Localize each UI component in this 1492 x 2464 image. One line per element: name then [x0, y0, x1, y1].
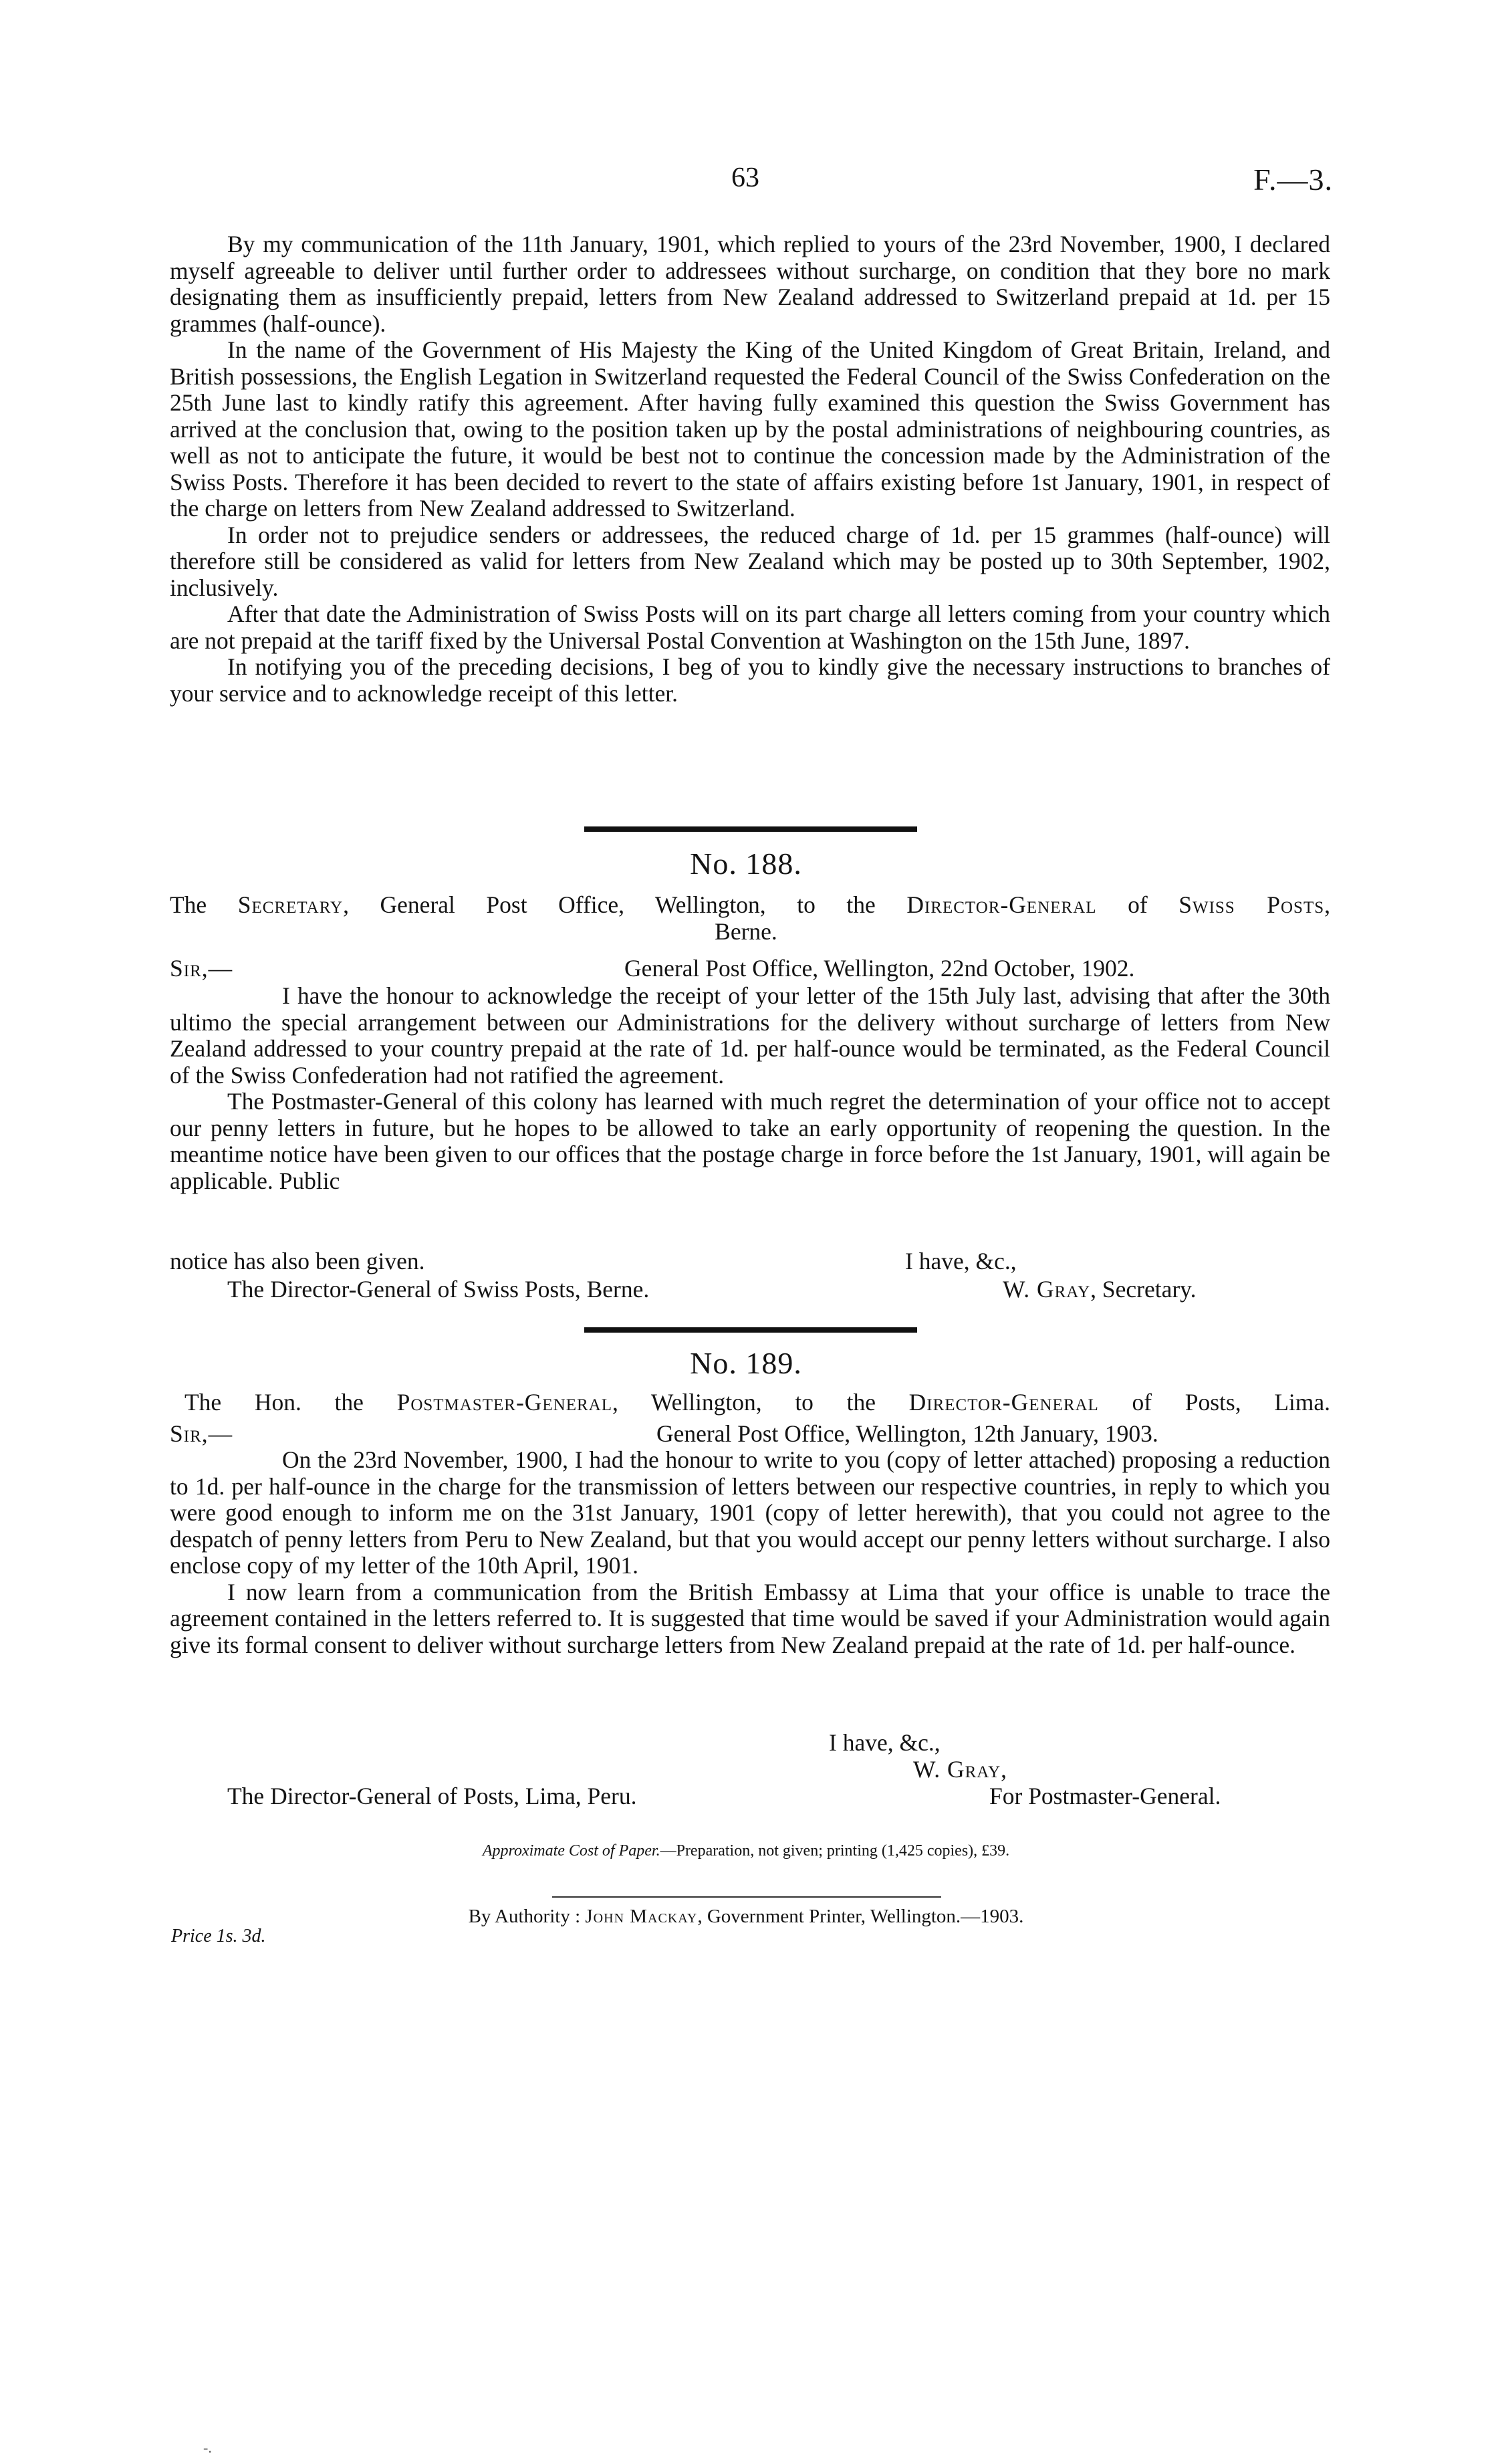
- closing: I have, &c.,: [829, 1729, 941, 1756]
- paragraph: I have the honour to acknowledge the receipt of your letter of the 15th July last, advising that after the 30th ultimo the special arrangement between our Administrations for the delivery without surcharge of letters from New Zealand addressed to your country prepaid at the rate of 1d. per half-ounce would be terminated, as the Federal Council of the Swiss Confederation had not ratified the agreement.: [170, 982, 1330, 1089]
- price: Price 1s. 3d.: [171, 1926, 266, 1946]
- letter-body-189: [170, 1447, 1330, 1658]
- signature-title: For Postmaster-General.: [989, 1783, 1221, 1809]
- signature-name: W. Gray: [913, 1756, 1001, 1783]
- heading-place: , General Post Office, Wellington, to the: [343, 891, 876, 918]
- paragraph: By my communication of the 11th January, 1901, which replied to yours of the 23rd November, 1900, I declared myself agreeable to deliver until further order to addressees without surcharge, on condition that they bore no mark designating them as insufficiently prepaid, letters from New Zealand addressed to Switzerland prepaid at 1d. per 15 grammes (half-ounce).: [170, 231, 1330, 337]
- signature-title: , Secretary.: [1090, 1276, 1197, 1303]
- paragraph: The Postmaster-General of this colony has learned with much regret the determination of your office not to accept our penny letters in future, but he hopes to be allowed to take an early opportunity of reopening the question. In the meantime notice have been given to our offices that the postage charge in force before the 1st January, 1901, will again be applicable. Public: [170, 1088, 1330, 1194]
- authority-prefix: By Authority :: [468, 1906, 581, 1927]
- salutation: Sir,—: [170, 955, 233, 982]
- page-smudge: -.: [203, 2439, 212, 2456]
- letter-heading-189: [184, 1389, 1330, 1416]
- heading-sender: Postmaster-General: [396, 1389, 613, 1416]
- signature: [1003, 1276, 1196, 1303]
- section-divider: [584, 826, 917, 832]
- heading-end: ,: [1324, 891, 1331, 918]
- signature: [913, 1756, 1007, 1783]
- heading-city: Berne.: [715, 918, 777, 945]
- dateline: General Post Office, Wellington, 12th January, 1903.: [656, 1420, 1158, 1447]
- section-divider: [584, 1327, 917, 1333]
- addressee: The Director-General of Swiss Posts, Berne.: [227, 1276, 650, 1303]
- letter-heading-188: [170, 891, 1330, 918]
- salutation: Sir,—: [170, 1420, 233, 1447]
- dateline: General Post Office, Wellington, 22nd October, 1902.: [624, 955, 1135, 982]
- signature-name: W. Gray: [1003, 1276, 1091, 1303]
- closing: I have, &c.,: [905, 1248, 1017, 1274]
- cost-of-paper: [0, 1842, 1492, 1860]
- footer-divider: [552, 1896, 941, 1898]
- printer-imprint: [0, 1906, 1492, 1928]
- addressee: The Director-General of Posts, Lima, Peru.: [227, 1783, 637, 1809]
- heading-end: of Posts, Lima.: [1132, 1389, 1331, 1416]
- heading-of: of: [1128, 891, 1148, 918]
- paragraph: In notifying you of the preceding decisions, I beg of you to kindly give the necessary instructions to branches of your service and to acknowledge receipt of this letter.: [170, 653, 1330, 707]
- printer-name: John Mackay: [585, 1906, 698, 1927]
- signature-end: ,: [1001, 1756, 1007, 1783]
- paragraph: In order not to prejudice senders or addressees, the reduced charge of 1d. per 15 grammes (half-ounce) will therefore still be considered as valid for letters from New Zealand which may be posted up to 30th September, 1902, inclusively.: [170, 521, 1330, 601]
- paragraph: In the name of the Government of His Majesty the King of the United Kingdom of Great Britain, Ireland, and British possessions, the English Legation in Switzerland requested the Federal Council of the Swiss Confederation on the 25th June last to kindly ratify this agreement. After having fully examined this question the Swiss Government has arrived at the conclusion that, owing to the position taken up by the postal administrations of neighbouring countries, as well as not to anticipate the future, it would be best not to continue the concession made by the Administration of the Swiss Posts. Therefore it has been decided to revert to the state of affairs existing before 1st January, 1901, in respect of the charge on letters from New Zealand addressed to Switzerland.: [170, 336, 1330, 522]
- heading-recipient: Director-General: [908, 1389, 1099, 1416]
- cost-label: Approximate Cost of Paper.: [482, 1842, 660, 1860]
- heading-the: The Hon. the: [184, 1389, 364, 1416]
- letter-number-188: No. 188.: [690, 847, 802, 881]
- paragraph: After that date the Administration of Swiss Posts will on its part charge all letters coming from your country which are not prepaid at the tariff fixed by the Universal Postal Convention at Washington on the 15th June, 1897.: [170, 600, 1330, 654]
- heading-recipient: Director-General: [906, 891, 1097, 918]
- continued-letter: [170, 231, 1330, 707]
- document-code: F.—3.: [1253, 162, 1333, 197]
- page-number: 63: [731, 162, 759, 193]
- paragraph: On the 23rd November, 1900, I had the honour to write to you (copy of letter attached) proposing a reduction to 1d. per half-ounce in the charge for the transmission of letters between our respective countries, in reply to which you were good enough to inform me on the 31st January, 1901 (copy of letter herewith), that you could not agree to the despatch of penny letters from Peru to New Zealand, but that you would accept our penny letters without surcharge. I also enclose copy of my letter of the 10th April, 1901.: [170, 1446, 1330, 1579]
- heading-the: The: [170, 891, 207, 918]
- authority-suffix: , Government Printer, Wellington.—1903.: [697, 1906, 1024, 1927]
- letter-body-188: [170, 983, 1330, 1194]
- letter-last-line: notice has also been given.: [170, 1248, 425, 1274]
- heading-sender: Secretary: [237, 891, 344, 918]
- paragraph: I now learn from a communication from the British Embassy at Lima that your office is unable to trace the agreement contained in the letters referred to. It is suggested that time would be saved if your Administration would again give its formal consent to deliver without surcharge letters from New Zealand prepaid at the rate of 1d. per half-ounce.: [170, 1578, 1330, 1658]
- letter-number-189: No. 189.: [690, 1346, 802, 1380]
- heading-place: , Wellington, to the: [612, 1389, 876, 1416]
- heading-recipient-2: Swiss Posts: [1178, 891, 1325, 918]
- cost-text: —Preparation, not given; printing (1,425 copies), £39.: [660, 1842, 1010, 1860]
